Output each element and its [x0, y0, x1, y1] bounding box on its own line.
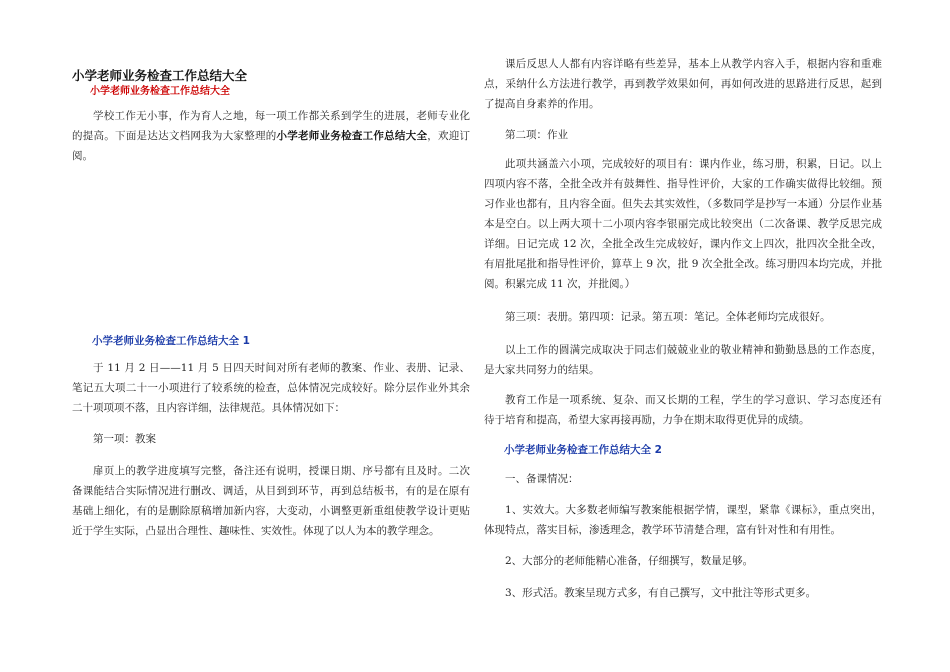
section1-paragraph-1: 于 11 月 2 日——11 月 5 日四天时间对所有老师的教案、作业、表册、记录、笔记五大项二十一小项进行了较系统的检查，总体情况完成较好。除分层作业外其余二十项项项不落，且内容详细，法律规范。具体情况如下： [72, 362, 470, 414]
section1-item-lesson-plans: 第一项：教案 [93, 433, 156, 445]
intro-text-start: 学校工作无小事，作为育人之地，每一项工作都关系到学生的进展，老师专业化的提高。下面是达达文档网我为大家整理的 [72, 110, 470, 142]
education-paragraph: 教育工作是一项系统、复杂、而又长期的工程，学生的学习意识、学习态度还有待于培育和提高，希望大家再接再励，力争在期末取得更优异的成绩。 [484, 394, 882, 426]
item-careful-preparation: 2、大部分的老师能精心准备，仔细撰写，数量足够。 [505, 555, 754, 567]
document-subtitle: 小学老师业务检查工作总结大全 [90, 86, 230, 97]
intro-text-end: ，欢迎订阅。 [72, 130, 471, 162]
completion-paragraph: 以上工作的圆满完成取决于同志们兢兢业业的敬业精神和勤勤恳恳的工作态度，是大家共同努力的结果。 [484, 344, 882, 376]
effectiveness-paragraph: 1、实效大。大多数老师编写教案能根据学情，课型，紧靠《课标》，重点突出，体现特点，落实目标，渗透理念，教学环节清楚合理，富有针对性和有用性。 [484, 504, 882, 536]
section1-paragraph-2: 扉页上的教学进度填写完整，备注还有说明，授课日期、序号都有且及时。二次备课能结合实际情况进行删改、调适，从目到到环节，再到总结板书，有的是在原有基础上细化，有的是删除原稿增加新内容，大变动，小调整更新重组使教学设计更贴近于学生实际，凸显出合理性、趣味性、实效性。体现了以人为本的教学理念。 [72, 465, 470, 537]
item-homework: 第二项：作业 [505, 129, 568, 141]
reflection-paragraph: 课后反思人人都有内容详略有些差异，基本上从教学内容入手，根据内容和重难点，采纳什么方法进行教学，再到教学效果如何，再如何改进的思路进行反思，起到了提高自身素养的作用。 [484, 58, 882, 110]
intro-paragraph [72, 106, 470, 166]
section1-heading: 小学老师业务检查工作总结大全 1 [92, 335, 250, 347]
intro-bold-title: 小学老师业务检查工作总结大全 [276, 130, 428, 142]
section2-heading: 小学老师业务检查工作总结大全 2 [504, 444, 662, 456]
item-flexible-format: 3、形式活。教案呈现方式多，有自己撰写，文中批注等形式更多。 [505, 587, 817, 599]
item-forms-records-notes: 第三项：表册。第四项：记录。第五项：笔记。全体老师均完成很好。 [505, 311, 831, 323]
document-title: 小学老师业务检查工作总结大全 [72, 68, 248, 83]
item-lesson-preparation: 一、备课情况： [505, 473, 579, 485]
homework-paragraph: 此项共涵盖六小项，完成较好的项目有：课内作业，练习册，积累，日记。以上四项内容不落，全批全改并有鼓舞性、指导性评价，大家的工作确实做得比较细。预习作业也都有，且内容全面。但失去其实效性，（多数同学是抄写一本通）分层作业基本是空白。以上两大项十二小项内容李银丽完成比较突出（二次备课、教学反思完成详细。日记完成 12 次，全批全改生完成较好，课内作文上四次，批四次全批全改，有眉批尾批和指导性评价，算草上 9 次，批 9 次全批全改。练习册四本均完成，并批阅。积累完成 11 次，并批阅。） [484, 158, 882, 290]
